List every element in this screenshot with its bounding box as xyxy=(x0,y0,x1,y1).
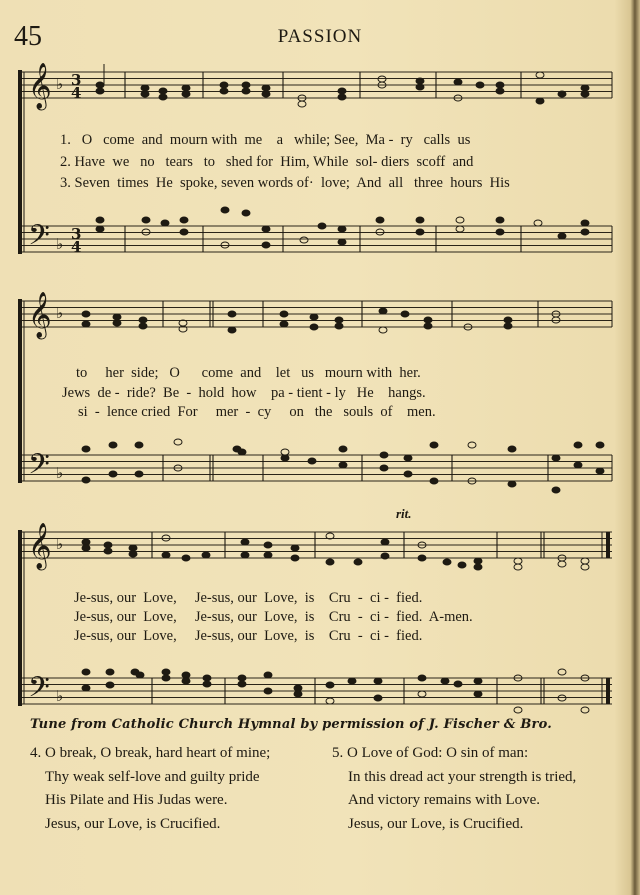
lyric-line-s3-v2: Je-sus, our Love, Je-sus, our Love, is Cru - ci - fied. A-men. xyxy=(74,609,473,625)
svg-text:4: 4 xyxy=(71,238,82,256)
page-number: 45 xyxy=(14,21,42,52)
tempo-marking: rit. xyxy=(396,506,412,521)
svg-text:♭: ♭ xyxy=(56,75,64,93)
lyric-line-s1-v2: 2. Have we no tears to shed for Him, While sol- diers scoff and xyxy=(60,154,474,170)
svg-text:𝄢: 𝄢 xyxy=(28,671,50,711)
svg-text:𝄞: 𝄞 xyxy=(28,63,52,109)
lyric-line-s3-v3: Je-sus, our Love, Je-sus, our Love, is Cru - ci - fied. xyxy=(74,628,423,644)
svg-text:3: 3 xyxy=(71,71,82,89)
svg-text:𝄞: 𝄞 xyxy=(28,523,52,569)
svg-text:𝄢: 𝄢 xyxy=(28,219,50,259)
tune-credit: Tune from Catholic Church Hymnal by permission of J. Fischer & Bro. xyxy=(30,717,552,732)
svg-text:3: 3 xyxy=(71,225,82,243)
verse-4-line-4: Jesus, our Love, is Crucified. xyxy=(45,815,221,832)
verse-4 xyxy=(30,742,270,836)
treble-staff-1 xyxy=(22,72,612,98)
svg-text:♭: ♭ xyxy=(56,464,64,482)
lyric-line-s2-v3: si - lence cried For mer - cy on the souls of men. xyxy=(78,404,436,420)
lyric-line-s3-v1: Je-sus, our Love, Je-sus, our Love, is Cru - ci - fied. xyxy=(74,590,423,606)
verse-4-line-2: Thy weak self-love and guilty pride xyxy=(45,768,260,785)
bass-staff-1 xyxy=(22,226,612,252)
lyric-line-s1-v3: 3. Seven times He spoke, seven words of· love; And all three hours His xyxy=(60,175,510,191)
verse-5-line-4: Jesus, our Love, is Crucified. xyxy=(348,815,524,832)
verse-5-line-1: 5. O Love of God: O sin of man: xyxy=(332,745,529,761)
lyric-line-s2-v1: to her side; O come and let us mourn with her. xyxy=(76,365,421,381)
svg-text:♭: ♭ xyxy=(56,304,64,322)
svg-text:𝄢: 𝄢 xyxy=(28,448,50,488)
svg-text:4: 4 xyxy=(71,84,82,102)
section-title: PASSION xyxy=(277,26,363,47)
verse-5 xyxy=(332,742,576,836)
verse-5-line-2: In this dread act your strength is tried, xyxy=(348,768,577,785)
treble-staff-2 xyxy=(22,301,612,327)
lyric-line-s1-v1: 1. O come and mourn with me a while; See, Ma - ry calls us xyxy=(60,132,471,148)
svg-text:♭: ♭ xyxy=(56,235,64,253)
lyric-line-s2-v2: Jews de - ride? Be - hold how pa - tient - ly He hangs. xyxy=(62,385,426,401)
svg-text:♭: ♭ xyxy=(56,687,64,705)
svg-text:𝄞: 𝄞 xyxy=(28,292,52,338)
verse-4-line-3: His Pilate and His Judas were. xyxy=(45,792,228,808)
verse-4-line-1: 4. O break, O break, hard heart of mine; xyxy=(30,745,271,761)
svg-text:♭: ♭ xyxy=(56,535,64,553)
verse-5-line-3: And victory remains with Love. xyxy=(348,792,541,808)
